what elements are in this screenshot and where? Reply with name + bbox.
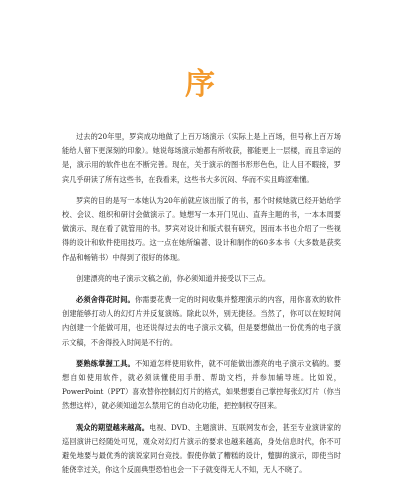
paragraph-lead: 必须舍得花时间。 <box>76 295 135 305</box>
paragraph-6 <box>62 421 341 478</box>
paragraph-text: 不知道怎样使用软件，就不可能做出漂亮的电子演示文稿的。要想自如使用软件，就必须读懂使用手册、帮助文档，并参加辅导班。比如说，PowerPoint（PPT）喜欢替你控制幻灯片的格式，如果想要自己掌控每张幻灯片（你当然想这样），就必须知道怎么禁用它的自动化功能，把控制权夺回来。 <box>62 358 341 411</box>
page-title: 序 <box>185 67 215 102</box>
paragraph-text: 电视、DVD、主题演讲、互联网发布会，甚至专业演讲家的巡回演讲已经随处可见，观众对幻灯片演示的要求也越来越高，身处信息时代，你不可避免地要与最优秀的演说家同台竞技。假使你做了糟糕的设计，蹩脚的演示，即使当时能侥幸过关，你这个反面典型恐怕也会一下子就变得无人不知，无人不晓了。 <box>62 422 341 475</box>
paragraph-2 <box>62 194 341 265</box>
paragraph-4 <box>62 293 341 350</box>
paragraph-text: 你需要花费一定的时间收集并整理演示的内容，用你喜欢的软件创建能够打动人的幻灯片并反复演练。除此以外，别无捷径。当然了，你可以在短时间内创建一个能做可用，也还说得过去的电子演示文稿，但是要想做出一份优秀的电子演示文稿，不舍得投入时间是不行的。 <box>62 295 341 347</box>
paragraph-text: 过去的20年里，罗宾成功地做了上百万场演示（实际上是上百场，但号称上百万场能给人留下更深刻的印象）。她说每场演示她都有所收获，都能更上一层楼，而且幸运的是，演示用的软件也在不断完善。现在，关于演示的图书形形色色，让人目不暇接，罗宾几乎研读了所有这些书，在我看来，这些书大多沉闷、华而不实且晦涩难懂。 <box>62 132 341 184</box>
preface-body <box>62 130 341 484</box>
paragraph-lead: 要熟练掌握工具。 <box>76 358 135 368</box>
paragraph-text: 创建漂亮的电子演示文稿之前，你必须知道并接受以下三点。 <box>76 273 271 283</box>
paragraph-5 <box>62 357 341 414</box>
paragraph-lead: 观众的期望越来越高。 <box>76 422 150 432</box>
paragraph-1 <box>62 130 341 187</box>
paragraph-3 <box>62 272 341 286</box>
paragraph-text: 罗宾的目的是写一本她认为20年前就应该出版了的书，那个时候她就已经开始给学校、会议、组织和研讨会做演示了。她想写一本开门见山、直奔主题的书，一本本周要做演示、现在看了就管用的书。罗宾对设计和版式很有研究，因而本书也介绍了一些视得的设计和软件使用技巧。这一点在她所编著、设计和制作的60多本书（大多数是获奖作品和畅销书）中得到了很好的体现。 <box>62 195 341 262</box>
